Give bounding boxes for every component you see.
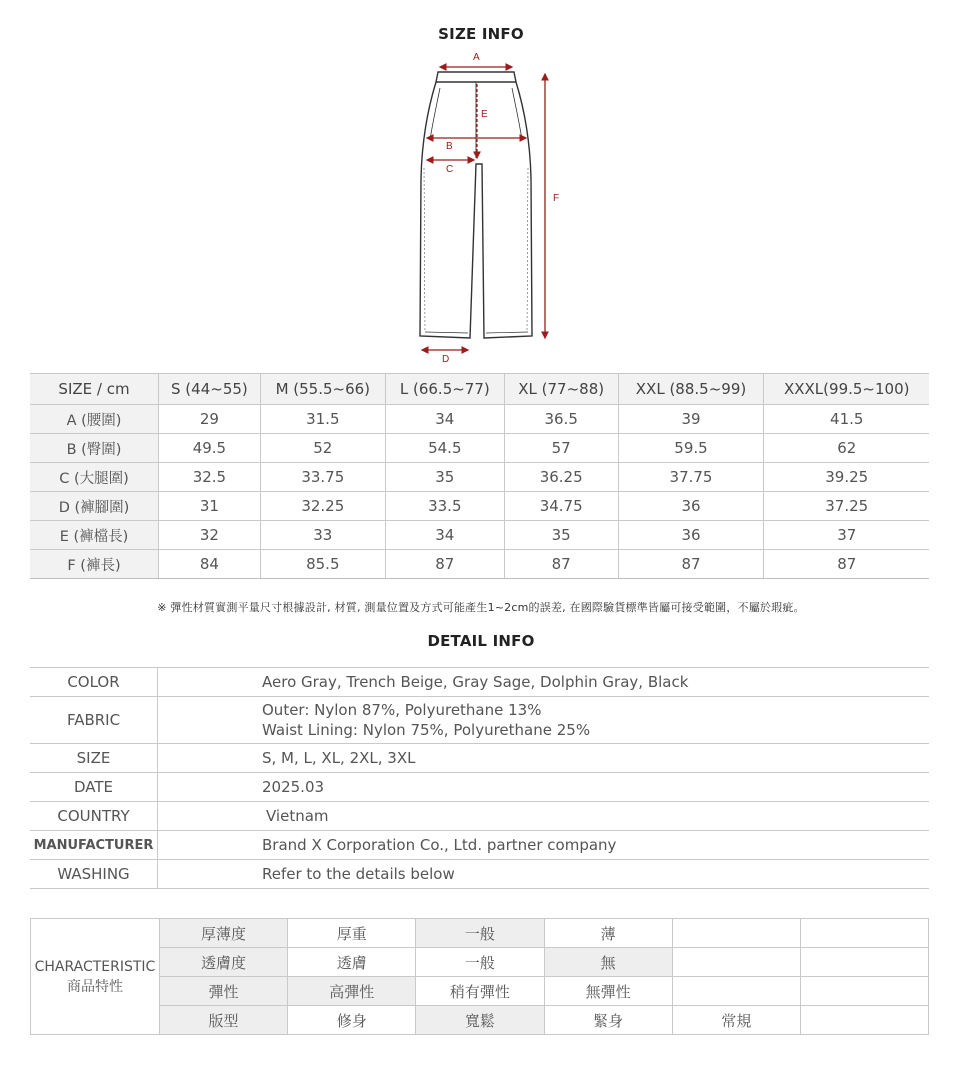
pants-outline [420, 72, 532, 338]
table-cell: 32 [159, 521, 261, 550]
table-cell: 36 [618, 492, 764, 521]
characteristic-option: 薄 [544, 919, 672, 948]
detail-row [30, 831, 929, 860]
characteristic-row [31, 1006, 929, 1035]
detail-key: SIZE [30, 744, 158, 773]
detail-key: WASHING [30, 860, 158, 889]
label-e: E [481, 109, 488, 120]
characteristic-label-zh: 商品特性 [66, 978, 123, 995]
table-cell: 31.5 [260, 405, 385, 434]
detail-key: COLOR [30, 668, 158, 697]
table-cell: 87 [764, 550, 929, 579]
size-info-title: SIZE INFO [438, 25, 524, 43]
table-cell: 33.75 [260, 463, 385, 492]
size-table-header [30, 374, 929, 405]
row-label: C (大腿圍) [30, 463, 159, 492]
table-cell: 35 [504, 521, 618, 550]
characteristic-option-selected: 無 [544, 948, 672, 977]
table-cell: 33 [260, 521, 385, 550]
table-cell: 32.5 [159, 463, 261, 492]
label-d: D [442, 354, 450, 365]
detail-key: FABRIC [30, 697, 158, 744]
characteristic-option [800, 1006, 928, 1035]
label-c: C [446, 164, 454, 175]
row-label: D (褲腳圍) [30, 492, 159, 521]
header-cell: M (55.5~66) [260, 374, 385, 405]
detail-value: S, M, L, XL, 2XL, 3XL [158, 744, 930, 773]
fabric-outer: Outer: Nylon 87%, Polyurethane 13% [262, 701, 542, 719]
table-row [30, 434, 929, 463]
table-row [30, 550, 929, 579]
characteristic-option: 無彈性 [544, 977, 672, 1006]
table-row [30, 463, 929, 492]
table-cell: 54.5 [385, 434, 504, 463]
characteristic-row [31, 948, 929, 977]
characteristic-option-selected: 寬鬆 [416, 1006, 544, 1035]
header-cell: L (66.5~77) [385, 374, 504, 405]
size-table [30, 373, 929, 579]
row-label: A (腰圍) [30, 405, 159, 434]
characteristic-option [800, 977, 928, 1006]
fabric-lining: Waist Lining: Nylon 75%, Polyurethane 25% [262, 721, 591, 739]
detail-value: 2025.03 [158, 773, 930, 802]
detail-value [158, 697, 930, 744]
table-row [30, 492, 929, 521]
row-label: B (臀圍) [30, 434, 159, 463]
table-cell: 39.25 [764, 463, 929, 492]
table-cell: 36.25 [504, 463, 618, 492]
table-cell: 57 [504, 434, 618, 463]
label-b: B [446, 141, 453, 152]
table-cell: 34.75 [504, 492, 618, 521]
characteristic-option: 透膚 [288, 948, 416, 977]
detail-row [30, 697, 929, 744]
measurement-note: ※ 彈性材質實測平量尺寸根據設計, 材質, 測量位置及方式可能產生1~2cm的誤差, 在國際驗貨標準皆屬可接受範圍，不屬於瑕疵。 [157, 601, 805, 614]
table-cell: 87 [385, 550, 504, 579]
characteristic-option-selected: 一般 [416, 919, 544, 948]
characteristic-option [800, 948, 928, 977]
table-cell: 39 [618, 405, 764, 434]
table-cell: 37.25 [764, 492, 929, 521]
characteristic-table [30, 918, 929, 1035]
table-cell: 41.5 [764, 405, 929, 434]
characteristic-option [800, 919, 928, 948]
detail-row [30, 802, 929, 831]
table-cell: 87 [618, 550, 764, 579]
characteristic-option: 修身 [288, 1006, 416, 1035]
detail-row [30, 773, 929, 802]
characteristic-option: 緊身 [544, 1006, 672, 1035]
header-cell: S (44~55) [159, 374, 261, 405]
detail-key: DATE [30, 773, 158, 802]
detail-value: Aero Gray, Trench Beige, Gray Sage, Dolphin Gray, Black [158, 668, 930, 697]
table-row [30, 521, 929, 550]
table-cell: 85.5 [260, 550, 385, 579]
characteristic-row [31, 977, 929, 1006]
characteristic-option [672, 977, 800, 1006]
table-cell: 33.5 [385, 492, 504, 521]
characteristic-option: 稍有彈性 [416, 977, 544, 1006]
characteristic-name: 版型 [159, 1006, 287, 1035]
characteristic-label-en: CHARACTERISTIC [34, 958, 156, 975]
detail-info-title: DETAIL INFO [427, 632, 535, 650]
row-label: E (褲檔長) [30, 521, 159, 550]
detail-value: Vietnam [158, 802, 930, 831]
characteristic-name: 透膚度 [159, 948, 287, 977]
label-f: F [553, 193, 560, 204]
table-cell: 37 [764, 521, 929, 550]
table-cell: 37.75 [618, 463, 764, 492]
characteristic-name: 厚薄度 [159, 919, 287, 948]
characteristic-option [672, 919, 800, 948]
table-cell: 36 [618, 521, 764, 550]
row-label: F (褲長) [30, 550, 159, 579]
detail-key: MANUFACTURER [30, 831, 158, 860]
table-cell: 35 [385, 463, 504, 492]
characteristic-row [31, 919, 929, 948]
table-cell: 36.5 [504, 405, 618, 434]
detail-key: COUNTRY [30, 802, 158, 831]
table-cell: 84 [159, 550, 261, 579]
header-cell: XXXL(99.5~100) [764, 374, 929, 405]
table-cell: 62 [764, 434, 929, 463]
table-cell: 49.5 [159, 434, 261, 463]
detail-table [30, 667, 929, 889]
label-a: A [473, 52, 480, 63]
header-cell: XXL (88.5~99) [618, 374, 764, 405]
characteristic-option: 常規 [672, 1006, 800, 1035]
table-cell: 34 [385, 521, 504, 550]
header-cell: SIZE / cm [30, 374, 159, 405]
table-cell: 34 [385, 405, 504, 434]
characteristic-label [31, 919, 160, 1035]
table-cell: 31 [159, 492, 261, 521]
characteristic-option [672, 948, 800, 977]
characteristic-option-selected: 高彈性 [288, 977, 416, 1006]
pants-measurement-diagram [400, 48, 570, 368]
characteristic-option: 厚重 [288, 919, 416, 948]
detail-row [30, 860, 929, 889]
characteristic-name: 彈性 [159, 977, 287, 1006]
detail-value: Refer to the details below [158, 860, 930, 889]
table-cell: 52 [260, 434, 385, 463]
detail-row [30, 668, 929, 697]
table-row [30, 405, 929, 434]
header-cell: XL (77~88) [504, 374, 618, 405]
table-cell: 32.25 [260, 492, 385, 521]
table-cell: 29 [159, 405, 261, 434]
detail-value: Brand X Corporation Co., Ltd. partner company [158, 831, 930, 860]
table-cell: 87 [504, 550, 618, 579]
characteristic-option: 一般 [416, 948, 544, 977]
table-cell: 59.5 [618, 434, 764, 463]
detail-row [30, 744, 929, 773]
